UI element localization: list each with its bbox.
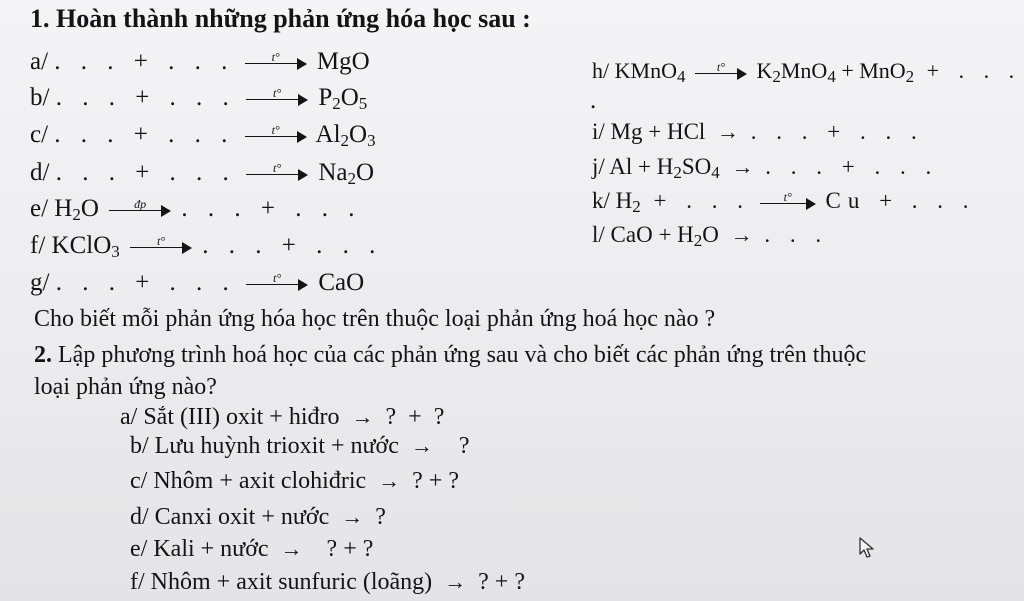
part2-item-rhs: ? + ? <box>478 569 525 595</box>
reaction-e <box>30 194 362 224</box>
reaction-k-lhs: $H_2$ + . . . <box>615 188 750 216</box>
condition-label: t° <box>271 123 280 138</box>
part2-item-lhs: Nhôm + axit clohiđric <box>153 468 367 494</box>
part2-item-a <box>120 402 444 432</box>
part2-item-rhs: ? <box>458 433 470 459</box>
arrow-icon <box>130 234 192 254</box>
part2-item-rhs: ? + ? <box>412 468 459 494</box>
condition-label: t° <box>272 161 282 176</box>
reaction-f <box>30 231 382 261</box>
mouse-pointer-icon <box>858 537 876 559</box>
condition-label: t° <box>271 50 280 65</box>
part2-item-label: a/ <box>120 404 138 430</box>
arrow-icon <box>245 50 307 70</box>
reaction-d-rhs: $Na_2O$ <box>318 159 375 188</box>
reaction-b-lhs: . . . + . . . <box>55 84 236 111</box>
condition-label: t° <box>783 189 792 204</box>
reaction-c-rhs: $Al_2O_3$ <box>315 121 376 150</box>
part1-title-text: 1. Hoàn thành những phản ứng hóa học sau : <box>30 4 531 33</box>
reaction-k <box>592 186 976 216</box>
arrow-icon: → <box>717 119 740 144</box>
reaction-h-label: h/ <box>592 58 610 83</box>
arrow-icon <box>109 197 171 217</box>
reaction-l-label: l/ <box>592 222 605 247</box>
part2-item-lhs: Canxi oxit + nước <box>154 504 330 530</box>
reaction-j-lhs: $Al + H_2SO_4$ <box>609 154 720 182</box>
part2-item-label: c/ <box>130 468 148 494</box>
reaction-l-lhs: CaO + $H_2O$ <box>610 222 719 250</box>
reaction-c <box>30 120 376 150</box>
reaction-e-label: e/ <box>30 195 49 222</box>
part2-item-label: b/ <box>130 433 149 459</box>
reaction-c-lhs: . . . + . . . <box>54 121 235 148</box>
part2-number: 2. <box>34 342 52 368</box>
arrow-icon: → <box>341 504 364 529</box>
reaction-f-label: f/ <box>30 232 46 259</box>
condition-label: t° <box>272 86 282 101</box>
part2-item-lhs: Nhôm + axit sunfuric (loãng) <box>150 569 433 595</box>
reaction-f-rhs: . . . + . . . <box>202 232 383 259</box>
part1-question: Cho biết mỗi phản ứng hóa học trên thuộc loại phản ứng hoá học nào ? <box>34 306 716 332</box>
part2-item-label: d/ <box>130 504 149 530</box>
reaction-h <box>592 56 1021 86</box>
part2-item-lhs: Sắt (III) oxit + hiđro <box>143 404 340 430</box>
reaction-c-label: c/ <box>30 121 49 148</box>
condition-label: t° <box>156 234 166 249</box>
arrow-icon: → <box>378 468 401 493</box>
arrow-icon: → <box>351 404 374 429</box>
reaction-g <box>30 268 364 298</box>
part2-item-label: e/ <box>130 536 148 562</box>
arrow-icon <box>245 123 307 143</box>
reaction-f-lhs: KClO$_3$ <box>51 232 120 261</box>
arrow-icon: → <box>444 569 467 594</box>
part2-item-lhs: Kali + nước <box>153 536 269 562</box>
reaction-i-lhs: Mg + HCl <box>610 119 706 144</box>
part2-item-e <box>130 534 373 564</box>
reaction-j <box>592 152 938 182</box>
condition-label: t° <box>272 271 282 286</box>
arrow-icon: → <box>410 433 433 458</box>
arrow-icon <box>695 59 747 80</box>
reaction-d <box>30 158 374 188</box>
reaction-g-label: g/ <box>30 269 50 296</box>
reaction-l <box>592 220 828 250</box>
reaction-a-label: a/ <box>30 48 49 75</box>
reaction-j-label: j/ <box>592 154 605 179</box>
reaction-k-rhs: Cu + . . . <box>825 188 976 213</box>
reaction-i-rhs: . . . + . . . <box>750 119 924 144</box>
reaction-g-lhs: . . . + . . . <box>55 269 236 296</box>
part2-title <box>34 340 866 370</box>
reaction-j-rhs: . . . + . . . <box>765 154 939 179</box>
reaction-d-label: d/ <box>30 159 50 186</box>
reaction-d-lhs: . . . + . . . <box>55 159 236 186</box>
reaction-b <box>30 83 367 113</box>
part2-item-rhs: ? <box>375 504 386 530</box>
reaction-a-lhs: . . . + . . . <box>54 48 235 75</box>
reaction-b-label: b/ <box>30 84 50 111</box>
part2-item-rhs: ? + ? <box>326 536 374 562</box>
reaction-i-label: i/ <box>592 119 605 144</box>
part2-title-text: Lập phương trình hoá học của các phản ứng sau và cho biết các phản ứng trên thuộc <box>52 342 867 368</box>
reaction-a-rhs: MgO <box>316 48 370 75</box>
part2-item-label: f/ <box>130 569 145 595</box>
arrow-icon <box>760 189 816 210</box>
reaction-h-lhs: KMnO$_4$ <box>614 58 686 86</box>
reaction-a <box>30 47 370 77</box>
part2-title-line2: loại phản ứng nào? <box>34 374 217 400</box>
reaction-b-rhs: $P_2O_5$ <box>318 84 368 113</box>
reaction-g-rhs: CaO <box>318 269 365 296</box>
reaction-k-label: k/ <box>592 188 610 213</box>
arrow-icon: → <box>280 536 303 561</box>
part2-item-c <box>130 466 459 496</box>
reaction-h-dot: . <box>590 87 597 114</box>
arrow-icon: → <box>730 222 753 247</box>
part2-item-f <box>130 567 525 597</box>
reaction-h-rhs: $K_2MnO_4 + MnO_2$ + . . . <box>756 58 1022 86</box>
part1-title <box>30 4 531 34</box>
arrow-icon <box>246 86 308 106</box>
arrow-icon <box>246 271 308 291</box>
reaction-e-rhs: . . . + . . . <box>181 195 362 222</box>
part2-item-lhs: Lưu huỳnh trioxit + nước <box>154 433 399 459</box>
condition-label: t° <box>716 59 726 74</box>
part2-item-d <box>130 502 386 532</box>
part2-item-b <box>130 431 470 461</box>
arrow-icon <box>246 161 308 181</box>
reaction-l-rhs: . . . <box>764 222 829 247</box>
reaction-i <box>592 117 924 147</box>
condition-label: đp <box>134 197 147 212</box>
arrow-icon: → <box>731 154 754 179</box>
reaction-e-lhs: $H_2O$ <box>54 195 99 224</box>
part2-item-rhs: ? + ? <box>385 404 445 430</box>
